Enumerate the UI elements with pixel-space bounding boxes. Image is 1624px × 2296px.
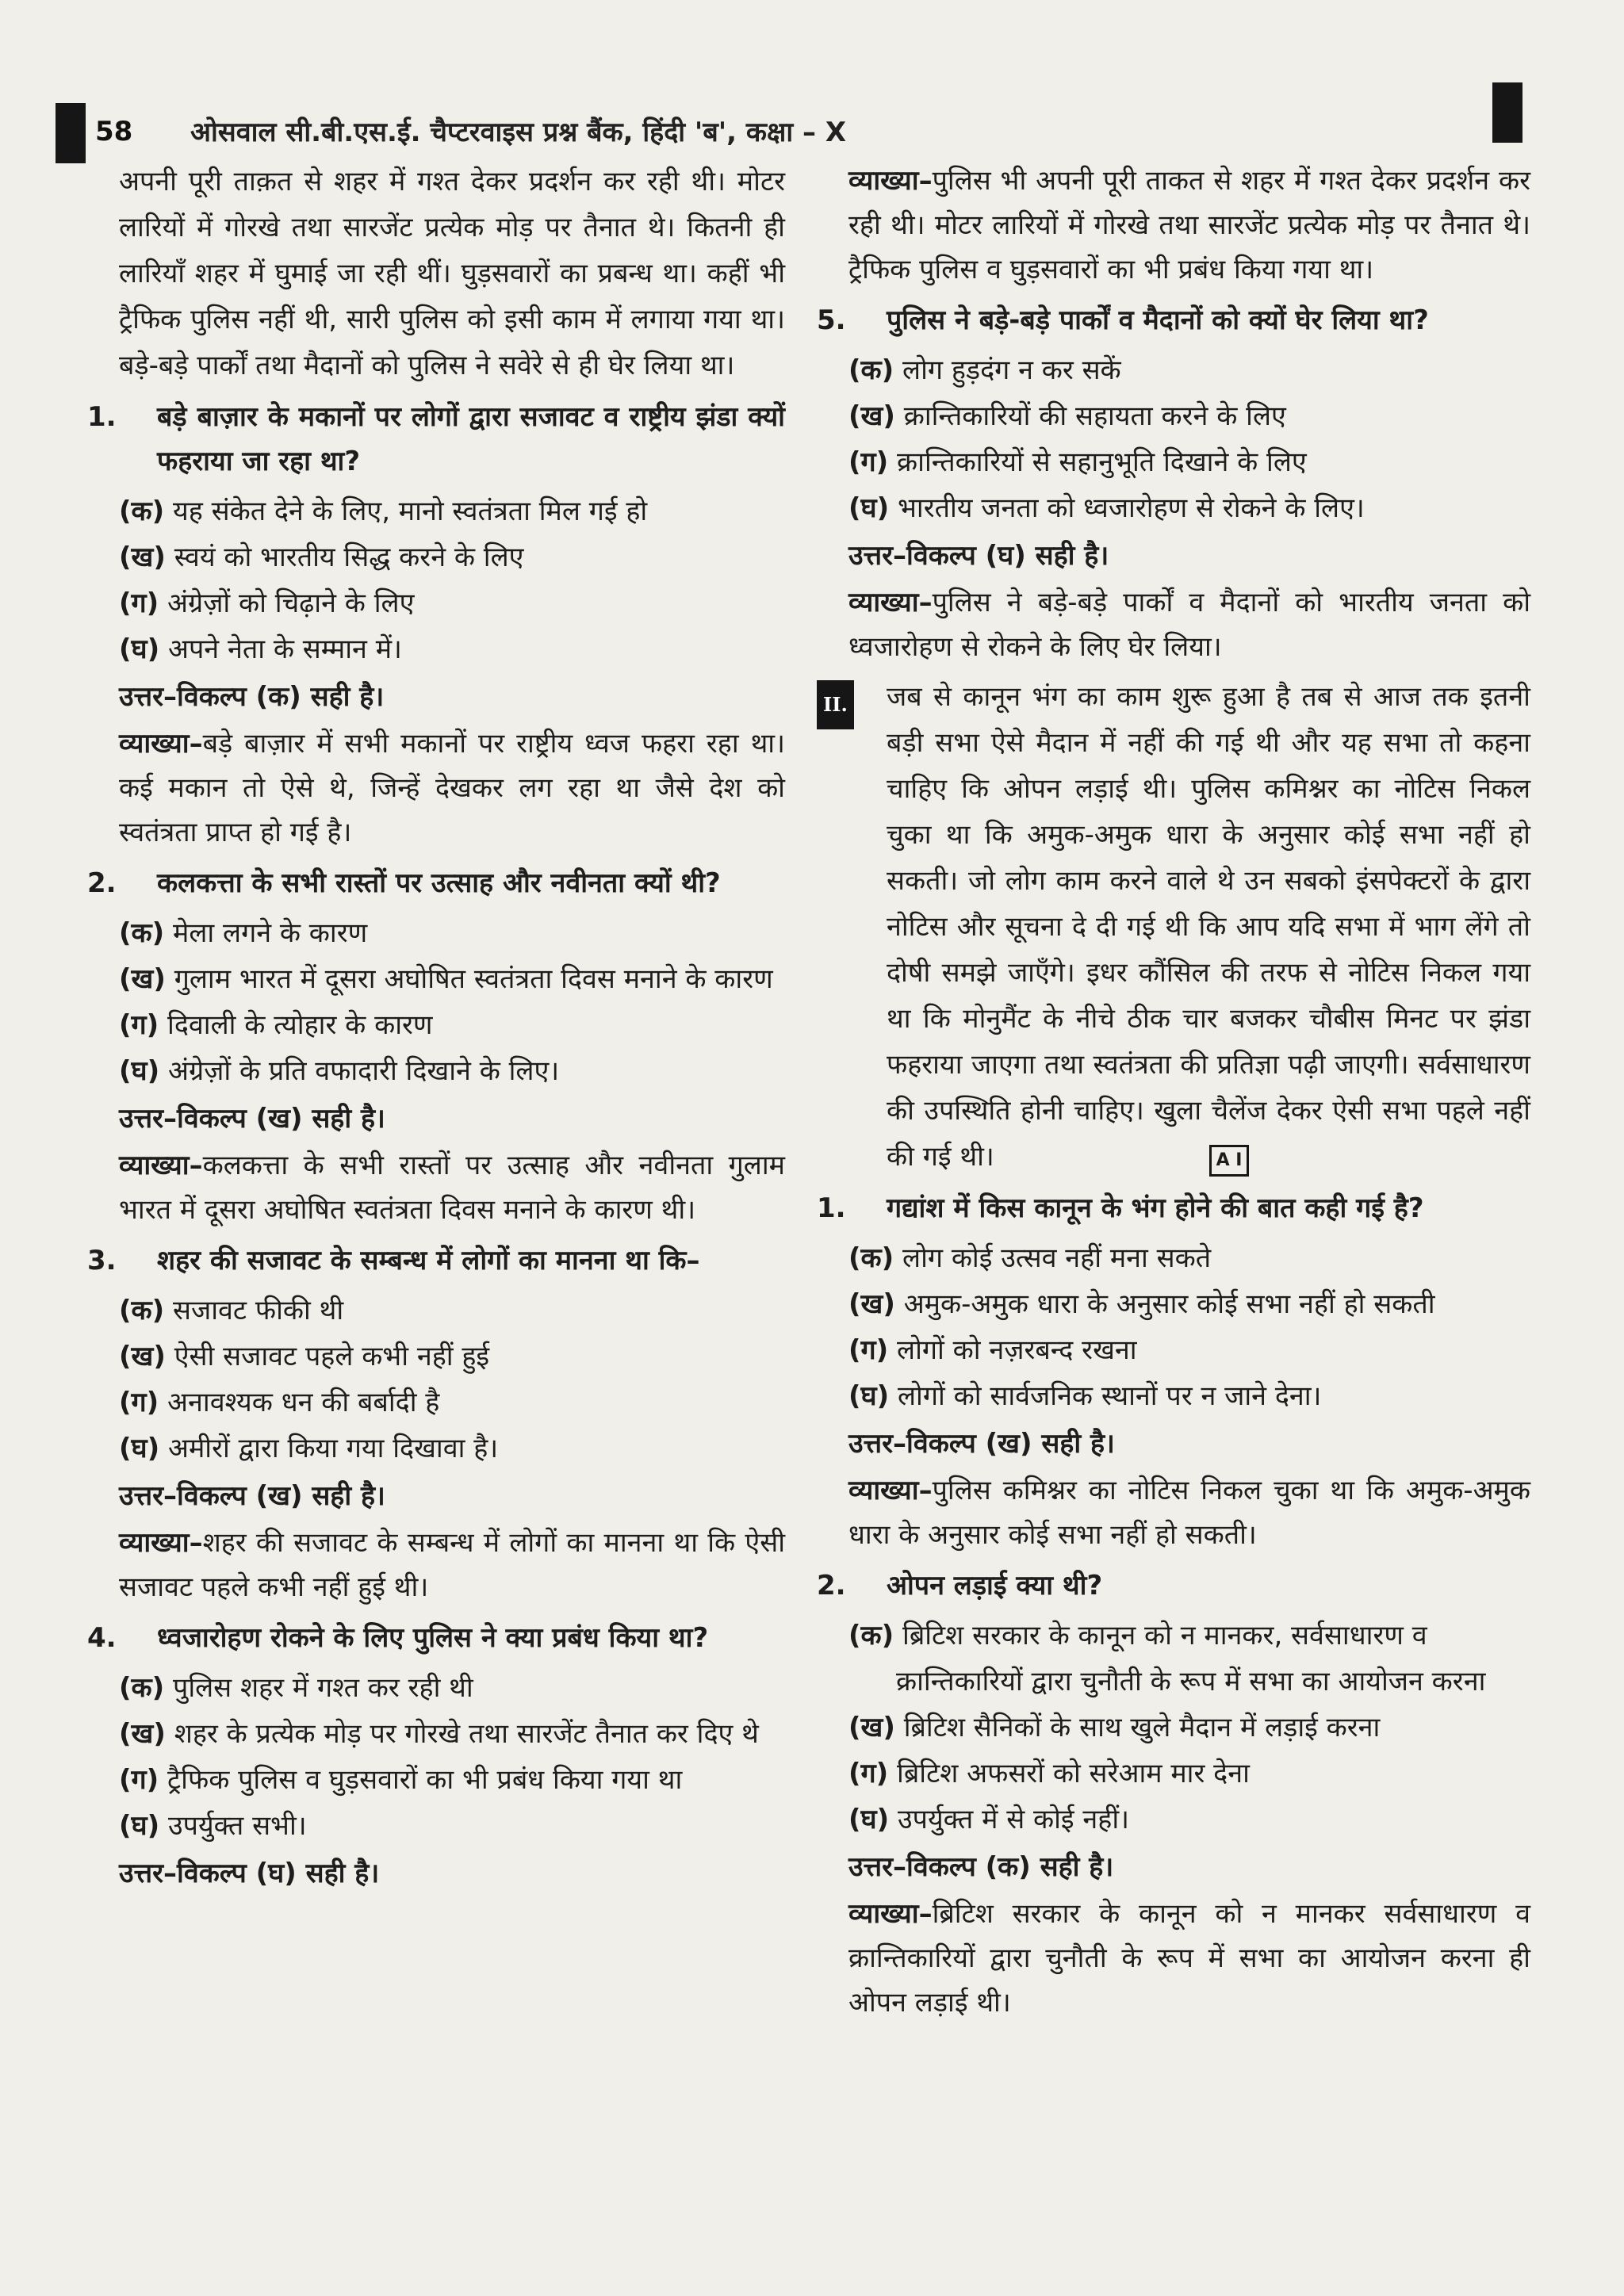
passage-2-question-2 (817, 1563, 1530, 1608)
answer: उत्तर–विकल्प (घ) सही है। (119, 1858, 380, 1889)
option-ka (817, 347, 1530, 393)
explanation-text: बड़े बाज़ार में सभी मकानों पर राष्ट्रीय ध्वज फहरा रहा था। कई मकान तो ऐसे थे, जिन्हें देखकर लग रहा था जैसे देश को स्वतंत्रता प्राप्त हो गई है। (119, 728, 785, 848)
option-text: क्रान्तिकारियों से सहानुभूति दिखाने के लिए (897, 446, 1307, 478)
question-text: पुलिस ने बड़े-बड़े पार्कों व मैदानों को क्यों घेर लिया था? (887, 304, 1429, 336)
option-ka (87, 1288, 785, 1334)
option-ga (817, 1751, 1530, 1797)
option-ga (87, 1757, 785, 1803)
passage-2 (817, 674, 1530, 1180)
explanation (848, 159, 1530, 292)
question-number: 2. (817, 1570, 846, 1601)
passage-number-badge: II. (817, 680, 854, 729)
question-text: ध्वजारोहण रोकने के लिए पुलिस ने क्या प्रबंध किया था? (157, 1622, 709, 1654)
option-kha (87, 534, 785, 580)
question-number: 5. (817, 304, 846, 336)
answer: उत्तर–विकल्प (क) सही है। (848, 1851, 1114, 1883)
option-gha (87, 626, 785, 672)
explanation (119, 1143, 785, 1232)
explanation (848, 1468, 1530, 1557)
option-text: गुलाम भारत में दूसरा अघोषित स्वतंत्रता दिवस मनाने के कारण (174, 963, 773, 995)
page-number-block (56, 103, 86, 163)
option-text: शहर के प्रत्येक मोड़ पर गोरखे तथा सारजेंट तैनात कर दिए थे (174, 1718, 759, 1750)
answer: उत्तर–विकल्प (ख) सही है। (848, 1428, 1115, 1460)
question-number: 4. (87, 1622, 117, 1654)
right-column (817, 159, 1530, 2030)
option-text: ऐसी सजावट पहले कभी नहीं हुई (174, 1341, 490, 1372)
option-text: लोगों को नज़रबन्द रखना (897, 1334, 1137, 1366)
option-kha (817, 393, 1530, 439)
option-text: लोग हुड़दंग न कर सकें (902, 354, 1121, 386)
option-ka (87, 910, 785, 956)
explanation-text: कलकत्ता के सभी रास्तों पर उत्साह और नवीनता गुलाम भारत में दूसरा अघोषित स्वतंत्रता दिवस मनाने के कारण थी। (119, 1150, 785, 1226)
option-gha (817, 485, 1530, 531)
option-gha (87, 1803, 785, 1849)
option-marker: (ख) (119, 541, 166, 573)
explanation-text: शहर की सजावट के सम्बन्ध में लोगों का मानना था कि ऐसी सजावट पहले कभी नहीं हुई थी। (119, 1527, 785, 1603)
option-marker: (क) (119, 1672, 165, 1704)
option-marker: (क) (848, 1620, 894, 1651)
option-text: लोगों को सार्वजनिक स्थानों पर न जाने देना। (898, 1380, 1322, 1412)
option-marker: (ग) (119, 1387, 159, 1418)
explanation-text: ब्रिटिश सरकार के कानून को न मानकर सर्वसाधारण व क्रान्तिकारियों द्वारा चुनौती के रूप में सभा का आयोजन करना ही ओपन लड़ाई थी। (848, 1898, 1530, 2019)
option-text: पुलिस शहर में गश्त कर रही थी (173, 1672, 473, 1704)
option-marker: (क) (848, 1242, 894, 1274)
option-gha (817, 1797, 1530, 1843)
option-marker: (क) (119, 917, 165, 949)
question-text: बड़े बाज़ार के मकानों पर लोगों द्वारा सजावट व राष्ट्रीय झंडा क्यों फहराया जा रहा था? (157, 401, 785, 477)
option-ka (817, 1613, 1530, 1705)
option-text: भारतीय जनता को ध्वजारोहण से रोकने के लिए। (898, 492, 1365, 524)
page-number: 58 (95, 116, 133, 147)
option-kha (87, 1334, 785, 1380)
question-number: 1. (87, 401, 117, 433)
option-ga (817, 439, 1530, 485)
option-text: अंग्रेज़ों के प्रति वफादारी दिखाने के लिए। (168, 1055, 560, 1087)
option-marker: (घ) (119, 1055, 160, 1087)
option-marker: (ग) (848, 1334, 889, 1366)
answer: उत्तर–विकल्प (घ) सही है। (848, 540, 1109, 572)
option-text: अंग्रेज़ों को चिढ़ाने के लिए (167, 587, 415, 619)
option-marker: (घ) (119, 1810, 160, 1842)
explanation-label: व्याख्या– (119, 1527, 203, 1559)
option-marker: (घ) (848, 492, 890, 524)
option-gha (87, 1425, 785, 1471)
option-marker: (ख) (848, 400, 895, 432)
option-ga (817, 1327, 1530, 1373)
question-text: शहर की सजावट के सम्बन्ध में लोगों का मानना था कि– (157, 1245, 700, 1276)
option-text: अनावश्यक धन की बर्बादी है (167, 1387, 440, 1418)
explanation-label: व्याख्या– (848, 1475, 933, 1506)
explanation (848, 580, 1530, 669)
option-text: अपने नेता के सम्मान में। (168, 633, 402, 665)
question-text: कलकत्ता के सभी रास्तों पर उत्साह और नवीनता क्यों थी? (157, 867, 721, 899)
question-4 (87, 1616, 785, 1660)
option-text: क्रान्तिकारियों की सहायता करने के लिए (903, 400, 1286, 432)
option-text: ब्रिटिश सैनिकों के साथ खुले मैदान में लड़ाई करना (903, 1712, 1381, 1743)
option-marker: (ख) (119, 963, 166, 995)
option-text: अमीरों द्वारा किया गया दिखावा है। (168, 1433, 499, 1464)
explanation (119, 1521, 785, 1609)
passage-2-question-1 (817, 1186, 1530, 1230)
corner-marker (1492, 82, 1522, 143)
option-text: दिवाली के त्योहार के कारण (167, 1009, 433, 1041)
option-marker: (घ) (848, 1804, 890, 1835)
explanation (119, 721, 785, 855)
explanation-text: पुलिस भी अपनी पूरी ताकत से शहर में गश्त देकर प्रदर्शन कर रही थी। मोटर लारियों में गोरखे तथा सारजेंट प्रत्येक मोड़ पर तैनात थे। ट्रैफिक पुलिस व घुड़सवारों का भी प्रबंध किया गया था। (848, 165, 1530, 285)
option-marker: (ग) (848, 1758, 889, 1789)
question-3 (87, 1238, 785, 1283)
question-2 (87, 861, 785, 905)
option-text: लोग कोई उत्सव नहीं मना सकते (902, 1242, 1212, 1274)
option-marker: (ग) (848, 446, 889, 478)
option-ka (87, 488, 785, 534)
left-column (87, 159, 785, 1898)
option-kha (817, 1281, 1530, 1327)
answer: उत्तर–विकल्प (क) सही है। (119, 681, 385, 713)
page-header (56, 103, 1522, 166)
option-kha (87, 956, 785, 1002)
option-text: यह संकेत देने के लिए, मानो स्वतंत्रता मिल गई हो (173, 496, 648, 527)
option-marker: (घ) (119, 1433, 160, 1464)
option-text: उपर्युक्त में से कोई नहीं। (898, 1804, 1130, 1835)
question-number: 3. (87, 1245, 117, 1276)
option-marker: (क) (119, 1295, 165, 1326)
option-text: अमुक-अमुक धारा के अनुसार कोई सभा नहीं हो सकती (903, 1288, 1435, 1320)
option-marker: (घ) (119, 633, 160, 665)
explanation-text: पुलिस ने बड़े-बड़े पार्कों व मैदानों को भारतीय जनता को ध्वजारोहण से रोकने के लिए घेर लिया। (848, 587, 1530, 663)
question-1 (87, 395, 785, 484)
explanation-label: व्याख्या– (119, 728, 203, 760)
option-ga (87, 1002, 785, 1048)
option-text: स्वयं को भारतीय सिद्ध करने के लिए (174, 541, 524, 573)
explanation-label: व्याख्या– (848, 587, 933, 618)
explanation-label: व्याख्या– (119, 1150, 203, 1181)
option-kha (87, 1711, 785, 1757)
option-text: मेला लगने के कारण (173, 917, 368, 949)
option-marker: (ख) (848, 1712, 895, 1743)
option-marker: (क) (119, 496, 165, 527)
option-text: ट्रैफिक पुलिस व घुड़सवारों का भी प्रबंध किया गया था (167, 1764, 683, 1796)
option-marker: (ग) (119, 1009, 159, 1041)
option-text: ब्रिटिश अफसरों को सरेआम मार देना (897, 1758, 1250, 1789)
option-ka (87, 1665, 785, 1711)
option-marker: (ग) (119, 587, 159, 619)
option-gha (817, 1373, 1530, 1419)
answer: उत्तर–विकल्प (ख) सही है। (119, 1480, 385, 1512)
question-5 (817, 298, 1530, 342)
book-title: ओसवाल सी.बी.एस.ई. चैप्टरवाइस प्रश्न बैंक, हिंदी 'ब', कक्षा – X (190, 117, 847, 148)
option-marker: (ख) (119, 1341, 166, 1372)
ai-tag: A I (1209, 1145, 1250, 1177)
option-ga (87, 580, 785, 626)
question-text: ओपन लड़ाई क्या थी? (887, 1570, 1103, 1601)
option-text: सजावट फीकी थी (173, 1295, 344, 1326)
option-gha (87, 1048, 785, 1094)
option-kha (817, 1705, 1530, 1751)
passage-continuation: अपनी पूरी ताक़त से शहर में गश्त देकर प्रदर्शन कर रही थी। मोटर लारियों में गोरखे तथा सारजेंट प्रत्येक मोड़ पर तैनात थे। कितनी ही लारियाँ शहर में घुमाई जा रही थीं। घुड़सवारों का प्रबन्ध था। कहीं भी ट्रैफिक पुलिस नहीं थी, सारी पुलिस को इसी काम में लगाया गया था। बड़े-बड़े पार्कों तथा मैदानों को पुलिस ने सवेरे से ही घेर लिया था। (119, 166, 785, 381)
question-number: 2. (87, 867, 117, 899)
option-marker: (घ) (848, 1380, 890, 1412)
option-marker: (ख) (119, 1718, 166, 1750)
explanation-text: पुलिस कमिश्नर का नोटिस निकल चुका था कि अमुक-अमुक धारा के अनुसार कोई सभा नहीं हो सकती। (848, 1475, 1530, 1551)
passage-text: जब से कानून भंग का काम शुरू हुआ है तब से आज तक इतनी बड़ी सभा ऐसे मैदान में नहीं की गई थी और यह सभा तो कहना चाहिए कि ओपन लड़ाई थी। पुलिस कमिश्नर का नोटिस निकल चुका था कि अमुक-अमुक धारा के अनुसार कोई सभा नहीं हो सकती। जो लोग काम करने वाले थे उन सबको इंसपेक्टरों के द्वारा नोटिस और सूचना दे दी गई थी कि आप यदि सभा में भाग लेंगे तो दोषी समझे जाएँगे। इधर कौंसिल की तरफ से नोटिस निकल गया था कि मोनुमैंट के नीचे ठीक चार बजकर चौबीस मिनट पर झंडा फहराया जाएगा तथा स्वतंत्रता की प्रतिज्ञा पढ़ी जाएगी। सर्वसाधारण की उपस्थिति होनी चाहिए। खुला चैलेंज देकर ऐसी सभा पहले नहीं की गई थी। (887, 681, 1530, 1173)
explanation (848, 1892, 1530, 2025)
option-marker: (ग) (119, 1764, 159, 1796)
option-ga (87, 1380, 785, 1425)
answer: उत्तर–विकल्प (ख) सही है। (119, 1103, 385, 1135)
option-text: उपर्युक्त सभी। (168, 1810, 307, 1842)
option-text: ब्रिटिश सरकार के कानून को न मानकर, सर्वसाधारण व क्रान्तिकारियों द्वारा चुनौती के रूप में सभा का आयोजन करना (896, 1620, 1486, 1697)
option-ka (817, 1235, 1530, 1281)
explanation-label: व्याख्या– (848, 1898, 933, 1930)
question-text: गद्यांश में किस कानून के भंग होने की बात कही गई है? (887, 1192, 1424, 1224)
option-marker: (ख) (848, 1288, 895, 1320)
option-marker: (क) (848, 354, 894, 386)
question-number: 1. (817, 1192, 846, 1224)
explanation-label: व्याख्या– (848, 165, 933, 197)
